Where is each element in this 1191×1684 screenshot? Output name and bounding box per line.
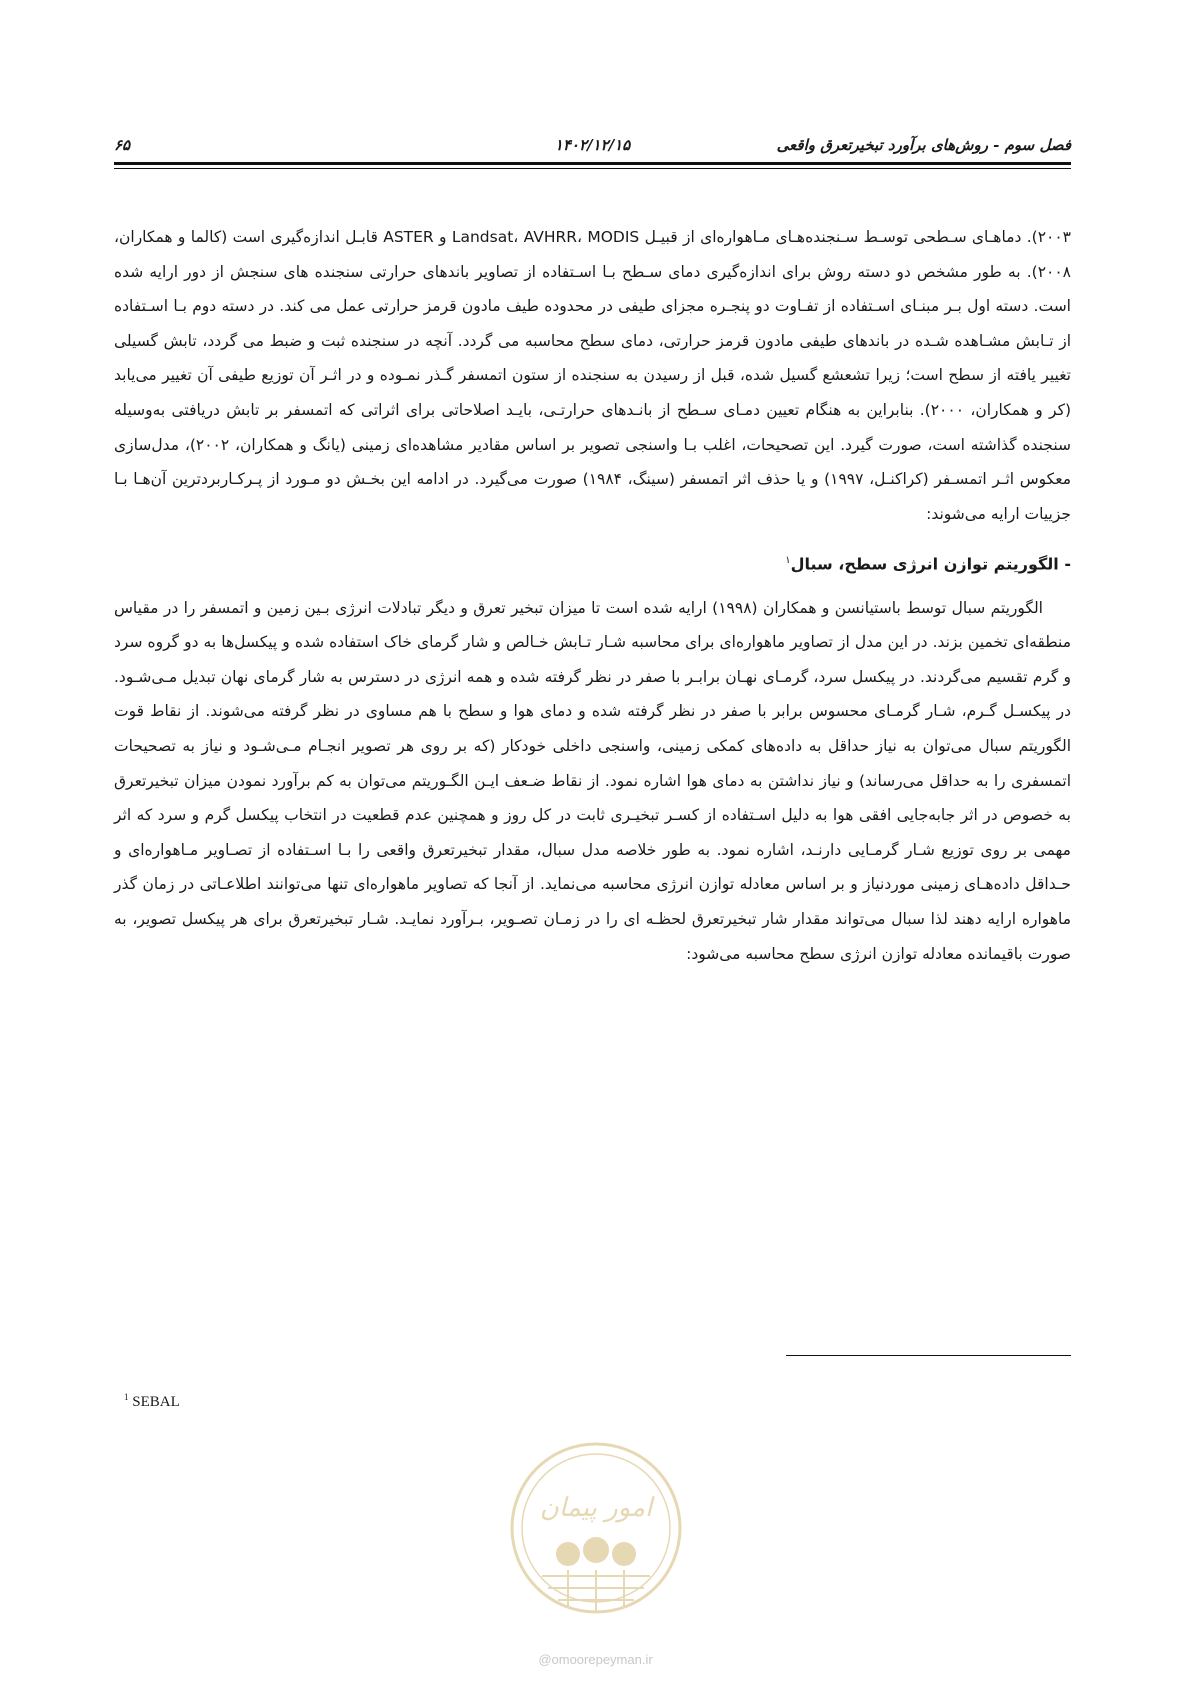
header-rule-thick [114,162,1071,165]
header-rule-thin [114,168,1071,169]
footnote-number: 1 [124,1392,129,1402]
header-date: ۱۴۰۲/۱۲/۱۵ [554,136,631,154]
paragraph-sebal: الگوریتم سبال توسط باستیانسن و همکاران (۱۹۹۸) ارایه شده است تا میزان تبخیر تعرق و دیگر تبادلات انرژی بـین زمین و اتمسفر را در مقیاس منطقه‌ای تخمین بزند. در این مدل از تصاویر ماهواره‌ای برای محاسبه شـار تـابش خـالص و شار گرمای خاک استفاده شده و پیکسل‌ها به دو گروه سرد و گرم تقسیم می‌گردند. در پیکسل سرد، گرمـای نهـان برابـر با صفر در نظر گرفته شده و همه انرژی در دسترس به شار گرمای نهان تبدیل مـی‌شـود. در پیکسـل گـرم، شـار گرمـای محسوس برابر با صفر در نظر گرفته شده و دمای هوا و سطح با هم مساوی در نظر گرفته می‌شوند. از نقاط قوت الگوریتم سبال می‌توان به نیاز حداقل به داده‌های کمکی زمینی، واسنجی داخلی خودکار (که بر روی هر تصویر انجـام مـی‌شـود و نیاز به تصحیحات اتمسفری را به حداقل می‌رساند) و نیاز نداشتن به دمای هوا اشاره نمود. از نقاط ضـعف ایـن الگـوریتم می‌توان به کم برآورد نمودن میزان تبخیرتعرق به خصوص در اثر جابه‌جایی افقی هوا به دلیل اسـتفاده از کسـر تبخیـری ثابت در کل روز و همچنین عدم قطعیت در انتخاب پیکسل گرم و سرد که اثر مهمی بر روی توزیع شـار گرمـایی دارنـد، اشاره نمود. به طور خلاصه مدل سبال، مقدار تبخیرتعرق واقعی را بـا اسـتفاده از تصـاویر مـاهواره‌ای و حـداقل داده‌هـای زمینی موردنیاز و بر اساس معادله توازن انرژی محاسبه می‌نماید. از آنجا که تصاویر ماهواره‌ای تنها می‌توانند اطلاعـاتی در زمان گذر ماهواره ارایه دهند لذا سبال می‌تواند مقدار شار تبخیرتعرق لحظـه ای را در زمـان تصـویر، بـرآورد نمایـد. شـار تبخیرتعرق برای هر پیکسل تصویر، به صورت باقیمانده معادله توازن انرژی سطح محاسبه می‌شود: [114,598,1071,963]
running-header [114,130,1071,160]
footnote [124,1392,180,1411]
footnote-rule [786,1355,1071,1356]
chapter-title: فصل سوم - روش‌های برآورد تبخیرتعرق واقعی [776,136,1071,154]
footnote-marker: ۱ [785,555,791,567]
page-number: ۶۵ [114,136,131,154]
watermark-logo-text: امور پیمان [539,1493,653,1523]
body-text [114,220,1071,971]
footnote-text: SEBAL [132,1394,180,1410]
section-heading [114,545,1071,580]
paragraph-surface-temperature: ۲۰۰۳). دماهـای سـطحی توسـط سـنجنده‌هـای مـاهواره‌ای از قبیـل Landsat، AVHRR، MODIS و ASTER قابـل اندازه‌گیری است (کالما و همکاران، ۲۰۰۸). به طور مشخص دو دسته روش برای اندازه‌گیری دمای سـطح بـا اسـتفاده از تصاویر باندهای حرارتی سنجنده های سنجش از دور ارایه شده است. دسته اول بـر مبنـای اسـتفاده از تفـاوت دو پنجـره مجزای طیفی در محدوده طیف مادون قرمز حرارتی عمل می کند. در دسته دوم بـا اسـتفاده از تـابش مشـاهده شـده در باندهای طیفی مادون قرمز حرارتی، دمای سطح محاسبه می گردد. آنچه در سنجنده ثبت و ضبط می گردد، تابش گسیلی تغییر یافته از سطح است؛ زیرا تشعشع گسیل شده، قبل از رسیدن به سنجنده از ستون اتمسفر گـذر نمـوده و در اثـر آن توزیع طیفی آن تغییر می‌یابد (کر و همکاران، ۲۰۰۰). بنابراین به هنگام تعیین دمـای سـطح از بانـدهای حرارتـی، بایـد اصلاحاتی برای اثراتی که اتمسفر بر تابش دریافتی به‌وسیله سنجنده گذاشته است، صورت گیرد. این تصحیحات، اغلب بـا واسنجی تصویر بر اساس مقادیر مشاهده‌ای زمینی (یانگ و همکاران، ۲۰۰۲)، مدل‌سازی معکوس اثـر اتمسـفر (کراکنـل، ۱۹۹۷) و یا حذف اثر اتمسفر (سینگ، ۱۹۸۴) صورت می‌گیرد. در ادامه این بخـش دو مـورد از پـرکـاربردترین آن‌هـا بـا جزییات ارایه می‌شوند: [114,228,1072,523]
watermark-url: @omoorepeyman.ir [538,1652,653,1667]
watermark-logo-icon [508,1436,684,1632]
section-heading-text: - الگوریتم توازن انرژی سطح، سبال [790,554,1071,574]
